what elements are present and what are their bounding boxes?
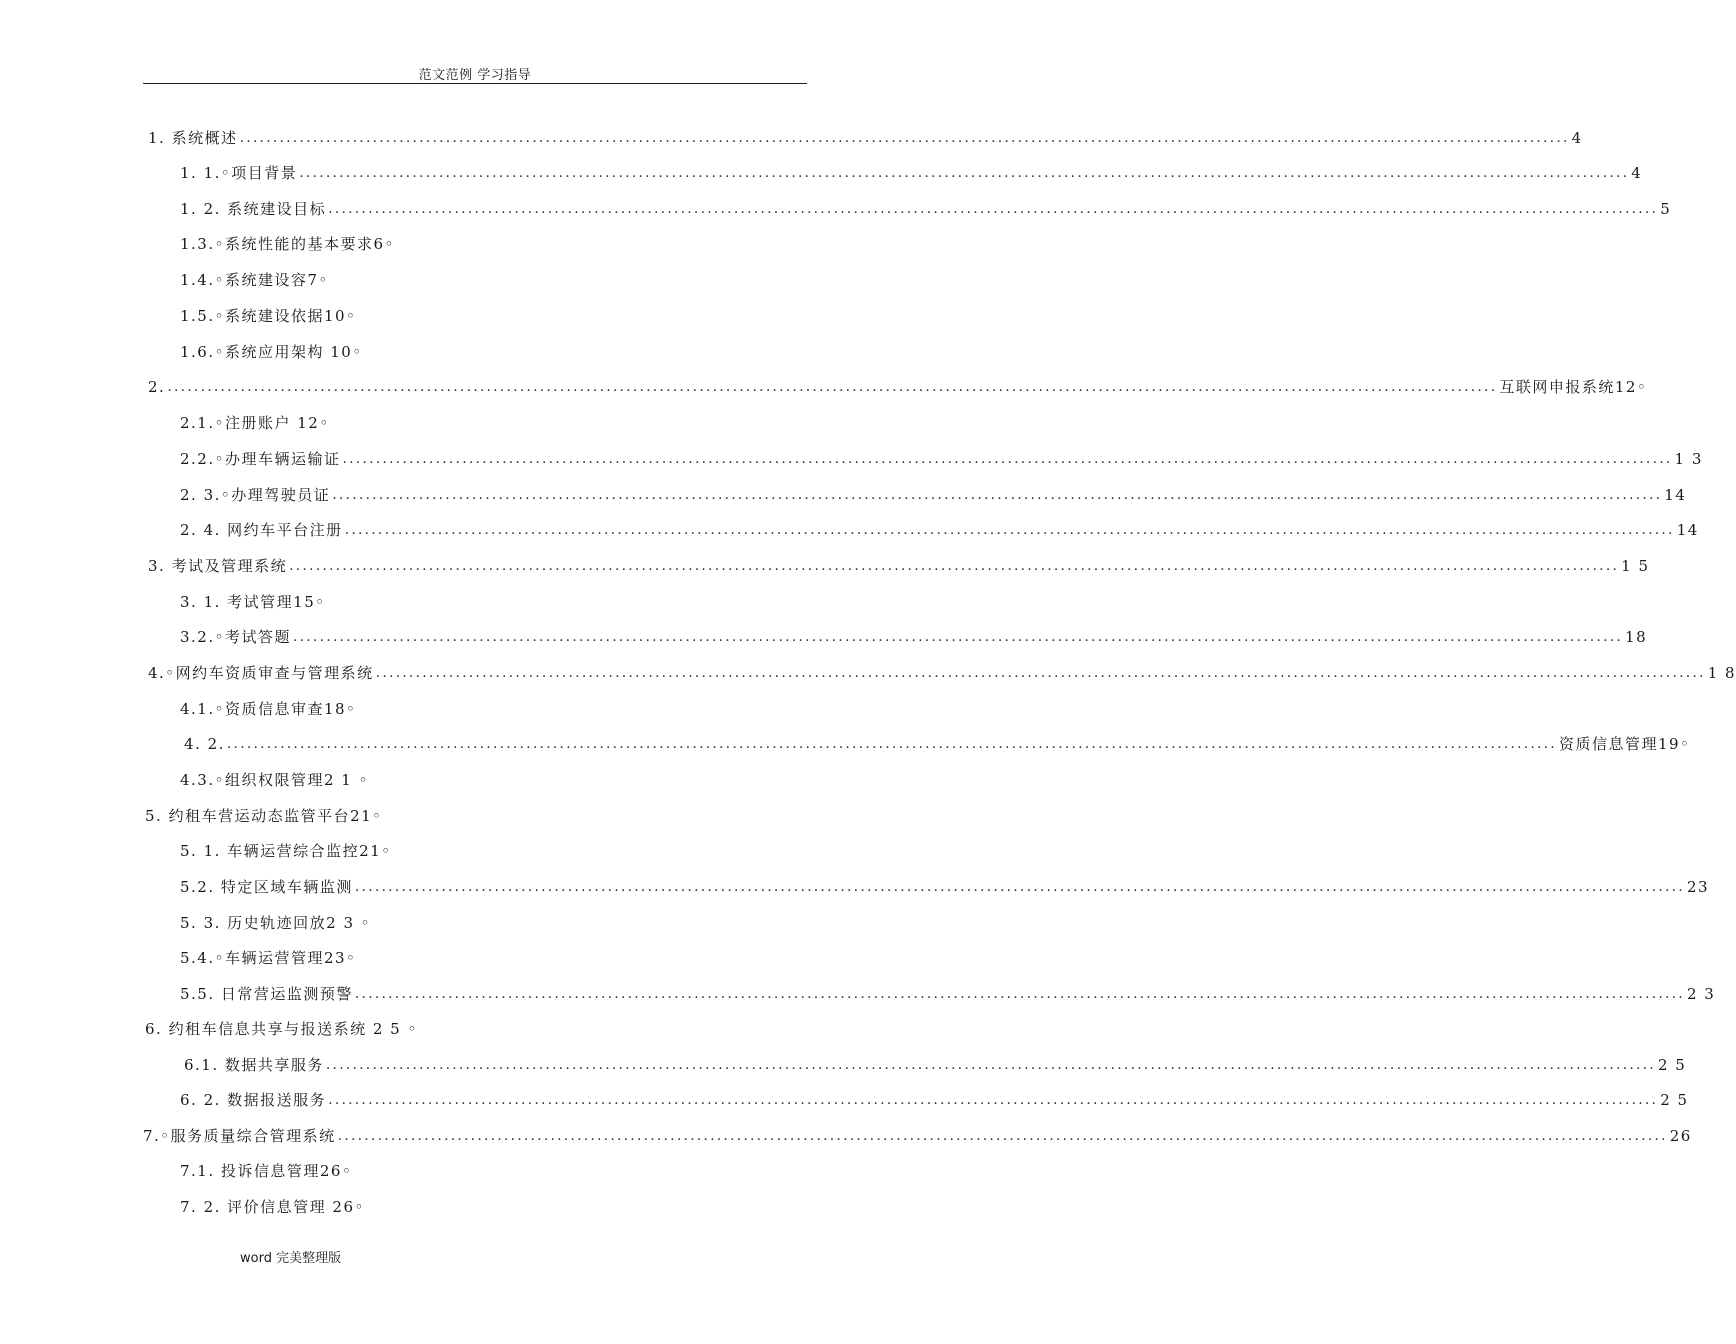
toc-entry-page: 18 <box>1625 628 1648 646</box>
toc-entry[interactable] <box>180 1090 1689 1110</box>
toc-entry-label: 6. 2. 数据报送服务 <box>180 1091 327 1109</box>
toc-entry[interactable] <box>180 234 395 254</box>
toc-entry-label: 2. <box>148 378 166 396</box>
toc-entry[interactable] <box>180 163 1643 183</box>
toc-entry-label: 5.5. 日常营运监测预警 <box>180 985 353 1003</box>
toc-entry-page: 26 <box>1669 1127 1692 1145</box>
toc-entry-label: 1. 2. 系统建设目标 <box>180 200 327 218</box>
toc-entry[interactable] <box>180 948 356 968</box>
toc-entry-label: 4.◦网约车资质审查与管理系统 <box>148 664 374 682</box>
toc-entry-label: 4. 2. <box>184 735 225 753</box>
toc-entry-label: 5.2. 特定区域车辆监测 <box>180 878 353 896</box>
toc-entry[interactable] <box>145 1019 418 1039</box>
toc-entry-page: 互联网申报系统12◦ <box>1499 378 1648 396</box>
toc-leader: ........................................................................................................................................................................................................ <box>344 522 1675 538</box>
toc-entry-label: 3. 考试及管理系统 <box>148 557 288 575</box>
toc-leader: ........................................................................................................................................................................................................ <box>325 1057 1656 1073</box>
toc-entry-label: 6. 约租车信息共享与报送系统 2 5 ◦ <box>145 1020 418 1038</box>
toc-entry-label: 5. 约租车营运动态监管平台21◦ <box>145 807 383 825</box>
toc-leader: ........................................................................................................................................................................................................ <box>289 558 1620 574</box>
toc-entry-page: 4 <box>1631 164 1643 182</box>
toc-entry-label: 1. 1.◦项目背景 <box>180 164 298 182</box>
toc-entry[interactable] <box>148 128 1583 148</box>
toc-entry-label: 5. 1. 车辆运营综合监控21◦ <box>180 842 392 860</box>
toc-entry[interactable] <box>180 984 1716 1004</box>
toc-entry-label: 2.2.◦办理车辆运输证 <box>180 450 341 468</box>
toc-entry[interactable] <box>180 592 326 612</box>
toc-entry-label: 7.◦服务质量综合管理系统 <box>143 1127 336 1145</box>
toc-entry-page: 资质信息管理19◦ <box>1558 735 1691 753</box>
header-rule <box>143 83 807 84</box>
toc-leader: ........................................................................................................................................................................................................ <box>328 201 1659 217</box>
page-footer: word 完美整理版 <box>240 1251 342 1266</box>
toc-entry-page: 2 5 <box>1657 1056 1687 1074</box>
toc-entry[interactable] <box>148 377 1648 397</box>
toc-entry-label: 1. 系统概述 <box>148 129 238 147</box>
toc-entry-label: 7. 2. 评价信息管理 26◦ <box>180 1198 365 1216</box>
toc-entry-label: 6.1. 数据共享服务 <box>184 1056 324 1074</box>
toc-entry[interactable] <box>145 806 383 826</box>
toc-entry-label: 2. 4. 网约车平台注册 <box>180 521 343 539</box>
toc-entry-label: 2. 3.◦办理驾驶员证 <box>180 486 331 504</box>
toc-entry[interactable] <box>180 520 1699 540</box>
toc-entry[interactable] <box>180 1161 352 1181</box>
toc-leader: ........................................................................................................................................................................................................ <box>354 879 1685 895</box>
toc-leader: ........................................................................................................................................................................................................ <box>328 1092 1659 1108</box>
toc-entry-label: 1.5.◦系统建设依据10◦ <box>180 307 357 325</box>
toc-entry[interactable] <box>143 1126 1692 1146</box>
toc-entry[interactable] <box>180 627 1648 647</box>
toc-entry-page: 1 5 <box>1621 557 1650 575</box>
toc-entry[interactable] <box>180 770 369 790</box>
toc-entry-label: 4.3.◦组织权限管理2 1 ◦ <box>180 771 369 789</box>
toc-entry[interactable] <box>180 270 329 290</box>
toc-entry-page: 5 <box>1660 200 1672 218</box>
toc-entry-label: 4.1.◦资质信息审查18◦ <box>180 700 357 718</box>
toc-entry[interactable] <box>180 306 356 326</box>
toc-entry-page: 1 3 <box>1674 450 1703 468</box>
toc-entry-page: 2 5 <box>1660 1091 1689 1109</box>
toc-entry[interactable] <box>180 413 330 433</box>
toc-entry-label: 3. 1. 考试管理15◦ <box>180 593 326 611</box>
toc-leader: ........................................................................................................................................................................................................ <box>354 986 1685 1002</box>
toc-entry[interactable] <box>148 663 1736 683</box>
toc-leader: ........................................................................................................................................................................................................ <box>337 1128 1668 1144</box>
toc-entry-label: 5.4.◦车辆运营管理23◦ <box>180 949 357 967</box>
toc-entry-label: 2.1.◦注册账户 12◦ <box>180 414 330 432</box>
toc-leader: ........................................................................................................................................................................................................ <box>299 165 1630 181</box>
toc-entry[interactable] <box>180 877 1710 897</box>
toc-entry-page: 14 <box>1664 486 1687 504</box>
toc-entry-page: 23 <box>1686 878 1710 896</box>
toc-entry[interactable] <box>148 556 1650 576</box>
toc-leader: ........................................................................................................................................................................................................ <box>226 736 1557 752</box>
toc-entry-label: 3.2.◦考试答题 <box>180 628 291 646</box>
toc-entry-label: 1.4.◦系统建设容7◦ <box>180 271 329 289</box>
toc-entry-page: 4 <box>1571 129 1583 147</box>
toc-entry[interactable] <box>180 342 363 362</box>
toc-entry[interactable] <box>180 913 371 933</box>
toc-entry-page: 1 8 <box>1707 664 1736 682</box>
toc-entry[interactable] <box>184 1055 1687 1075</box>
toc-leader: ........................................................................................................................................................................................................ <box>239 130 1570 146</box>
toc-entry-label: 1.6.◦系统应用架构 10◦ <box>180 343 363 361</box>
toc-entry[interactable] <box>180 485 1687 505</box>
toc-entry[interactable] <box>180 1197 365 1217</box>
toc-leader: ........................................................................................................................................................................................................ <box>375 665 1706 681</box>
toc-leader: ........................................................................................................................................................................................................ <box>332 487 1663 503</box>
toc-entry[interactable] <box>180 449 1703 469</box>
toc-leader: ........................................................................................................................................................................................................ <box>167 379 1498 395</box>
toc-entry-label: 1.3.◦系统性能的基本要求6◦ <box>180 235 395 253</box>
toc-entry[interactable] <box>180 841 392 861</box>
toc-leader: ........................................................................................................................................................................................................ <box>292 629 1624 645</box>
toc-entry-label: 7.1. 投诉信息管理26◦ <box>180 1162 353 1180</box>
toc-leader: ........................................................................................................................................................................................................ <box>342 451 1673 467</box>
toc-entry[interactable] <box>180 199 1672 219</box>
toc-entry-page: 14 <box>1676 521 1699 539</box>
toc-entry-page: 2 3 <box>1686 985 1716 1003</box>
toc-entry[interactable] <box>184 734 1691 754</box>
toc-entry[interactable] <box>180 699 356 719</box>
toc-entry-label: 5. 3. 历史轨迹回放2 3 ◦ <box>180 914 372 932</box>
page-header: 范文范例 学习指导 <box>418 68 532 83</box>
